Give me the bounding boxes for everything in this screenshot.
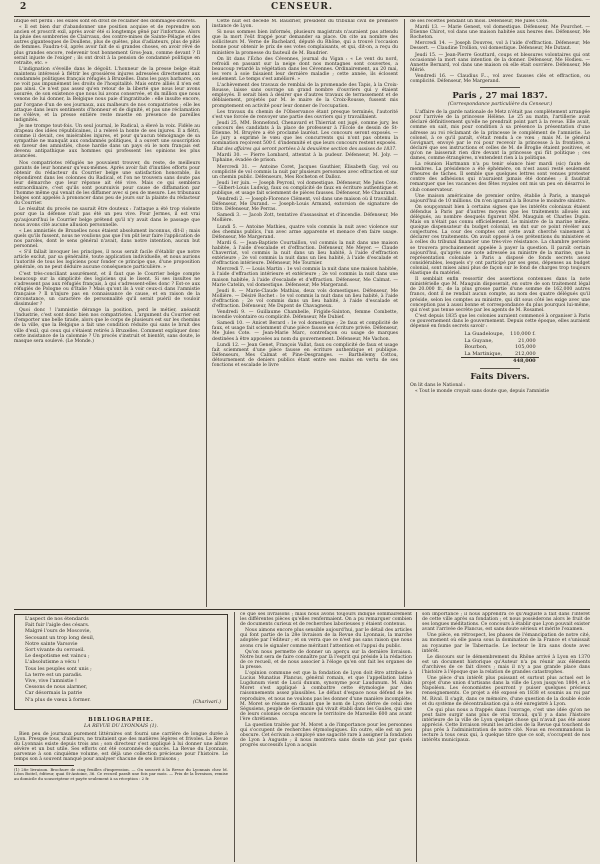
poem-line: Malgré l'ours de Moscovie, [25, 629, 92, 635]
page-header [14, 2, 590, 14]
footnote-rule [14, 765, 74, 766]
column-divider [404, 19, 405, 607]
footnote: (1) 28e livraison. Brochure de cinq feuilles d'impression. — On souscrit à la Revue du Lyonnais chez M. Léon Boitel, éditeur, quai St-Antoine, 36. Ce recueil paraît une fois par mois. — Prix de la livraison, remise au domicile du souscripteur et payée seulement à sa réception : 2 fr. [14, 766, 228, 781]
column-2 [212, 19, 398, 607]
assizes-entry: Jeudi 8. — Marie-Claude Mathias, deux vols domestiques. Défenseur, Me Mollière. — Désiré Rochet : 1e vol commis la nuit dans un lieu habité, à l'aide d'effraction ; 2e vol commis dans un lieu habité, à l'aide d'escalade et d'effraction. Défenseur, Me Dupont de Chavagneux. [212, 288, 398, 309]
poem-line: La terre est un paradis. [25, 672, 83, 678]
masthead: CENSEUR. [270, 2, 334, 12]
bibliography-paragraph: Bien peu de journaux purement littéraires ont fourni une carrière de longue durée à Lyon. Presque tous, d'ailleurs, ne traitaient que des matières légères et frivoles. La Revue du Lyonnais existe depuis trois ans ; son directeur s'est appliqué à lui donner une allure sévère et un but utile. Ses efforts ont été couronnés de succès. La Revue du Lyonnais, parvenue à son cinquième volume, est déjà une collection précieuse pour l'histoire. Le temps son à souvent manqué pour analyser chacune de ses livraisons ; [14, 732, 228, 763]
col1-paragraph: Je me trompe tout-fois. Un seul journal, le Radical, a élevé la voix. Fidèle au drapeau des idées républicaines, il a relevé la honte de ses injures. Il a flétri, comme il devait, ces misérables injures, et pour qu'aucun témoignage de sa sympathie ne manquât aux condamnés politiques, il a ouvert une souscription en faveur des amnistiés, chose hardie dans un pays où le nom français est devenu antipathique aux hommes qui professent les opinions les plus avancées. [14, 123, 200, 160]
table-total: 448,000 [507, 358, 539, 365]
paris-subtitle: (Correspondance particulière du Censeur.) [447, 102, 553, 108]
assizes-entry: Vendredi 2. — Joseph-Florence Clément, vol dans une maison où il travaillait. Défenseur, Me Durand. — Joseph-Louis Armand, extorsion de signature de titre. Défenseur, Me Perras. [212, 197, 398, 213]
table-cell: La Guyane, [464, 337, 493, 344]
col1-paragraph: C'est très-conciliant assurément, et il faut que le Courrier belge compte beaucoup sur la simplicité des logiciens qui le lisent. Si ses insultes ne s'adressent pas aux réfugiés français, à qui s'adressent-elles donc ? Est-ce aux réfugiés de Pologne ou d'Italie ? Mais qu'ont ils à voir ceux-ci dans l'amnistie française ? Il n'injure pas en connaissance de cause, et en raison de la circonstance, un caractère de personnalité qu'il serait puéril de vouloir dissimuler ? [14, 271, 200, 308]
assizes-entry: Samedi 10. — Anicet Berard : 1e vol domestique ; 2e faux et complicité de faux, et usage fait sciemment d'une pièce fausse en écriture privée. Défenseur, Me Jules Cote. — Jean-Marie Marc, contrefaçon ou usage de marques destinées à être apposées au nom du gouvernement. Défenseur, Me Vachon. [212, 321, 398, 342]
col1-paragraph: « Il est bien dur d'abandonner une position acquise et de reprendre son ancien et proscrit exil, après avoir été si longtemps gêné par l'infortune. Alors la pluie des sombreries de Clairvaux, des contre-mines de Sainte-Pélagie et des autres gigantesques de Doullens, plus de quêtes, plus d'adiateurs, plus de pitié de femmes. Faudra-t-il, après avoir fait de si grandes choses, en avoir rêvé de plus grandes encore, redevenir tout bonnement Gros-Jean, comme devant ? Il serait injuste de l'exiger ; ils ont droit à la pension de condamné politique en retraite, etc. » [14, 25, 200, 66]
bottom-left-column [14, 612, 230, 862]
article-paragraph: ce que ses livraisons ; mais nous avons toujours indiqué sommairement les différentes pièces qu'elles renfermaient. On a pu remarquer combien de documents curieux et de recherches laborieuses y étaient contenus. [240, 612, 412, 628]
bibliography-section [14, 714, 228, 781]
section-separator [480, 87, 520, 88]
col1-paragraph: « Les amnistiés de Bruxelles nous étaient absolument inconnus, dit-il ; mais quels qu'ils fussent, nous ne voulions pas que l'on pût leur faire l'application de nos paroles, dont le sens général n'avait, dans notre intention, aucun but personnel. [14, 228, 200, 250]
bottom-right-column [422, 612, 590, 862]
col3-paragraph: On soupçonnait bien à certains signes que les intérêts coloniaux étaient défendus à Paris par d'autres moyens que les traitements alloués aux délégués, au nombre desquels figurent MM. Mauguin et Charles Dupin. Mais on n'était pas connu officiellement. Le ministre de la marine même, quoique dispensateur du budget colonial, en dut sur ce point révéler aux conjectures. La cour des comptes ont cette avait cherché vainement à déclarer ces traitements. On avait opposé à ces prétentions du ministère et à celles du tribunal financier une très-vive résistance. La chambre persiste se trouvera prochainement appelée à payer la question. Il paraît certain aujourd'hui, qu'après une note adressée au ministre de la marine, que la représentation coloniale à Paris a disposé de fonds secrets assez considérables, lesquels s'y ont participé par ses gens, dépenses au budget colonial, sont mises ainsi plus de façon sur le fond de charges trop toujours élastique du matériel. [410, 204, 590, 277]
bibliography-heading: BIBLIOGRAPHIE. [88, 717, 154, 723]
article-paragraph: Nous aimons encore plus sensible aujourd'hui, par le détail des articles qui font partie de la 28e livraison de la Revue du Lyonnais, la marche adoptée par l'éditeur ; et on verra que ce n'est pas sans raison que nous avons cru le signaler comme méritant l'attention et l'appui du public. [240, 628, 412, 649]
col1-paragraph: Quoi donc ! l'amnistie dérange la position, perd le métier, anéantit l'industrie, c'est sont donc bien nos compatriotes. L'argument du Courrier est d'emporter une belle tirade, alors que le corps de plusieurs est sur les chemins de la ville, que la Belgique a fait une condition réduite qui sans le bruit des ville d'exil, qui ceux qui s'étaient retirés à Bruxelles. Comment expliquer donc cette insistance de la calomnie ? Un procès s'instruit et bientôt, sans doute, le masque sera soulevé. (Le Monde.) [14, 308, 200, 344]
col2-paragraph: Jeudi 25, MM. Bonnefond, Chenavard et Thierriat ont jugé, comme jury, les concours des candidats à la place de professeur à l'École de dessin de St-Étienne. M. Bruyère a été proclamé lauréat. Les concours seront exposés. — Le jury a exprimé le vœu que les concurrents qui n'ont pas obtenu la nomination reçoivent 500 f. d'indemnité et que leurs concours restent exposés. [212, 120, 398, 147]
bottom-middle-column [240, 612, 412, 862]
poem-line: Car désormais la patrie [25, 691, 83, 697]
assizes-entry: Lundi 12. — Jean Genet, François Vallat, faux ou complicité de faux et usage fait sciemment d'une pièce fausse en écriture authentique et publique. Défenseurs, Mes Calmat et Pine-Desgranges. — Barthélemy Cottou, détournement de deniers publics étant entre ses mains en vertu de ses fonctions et escalade le livre [212, 342, 398, 368]
table-cell: 105,000 [514, 344, 536, 351]
poem-line: N'a plus de vœux à former. [25, 697, 91, 703]
col2-paragraph: On lit dans l'Écho des Cévennes, journal du Vigan : « Le vent du nord, refroidi en passant sur la neige dont nos montagnes sont couvertes, a beaucoup retardé la végétation dans les Cévennes. Ordinairement, au 20 mai, les vers à soie faisaient leur dernière maladie ; cette année, ils éclosent seulement. Le temps s'est amélioré. » [212, 56, 398, 83]
assizes-entry: Jeudi 1er juin. — Joseph Peyronl, vol domestique. Défenseur, Me Jules Cote. — Gilbert-Louis Ludwig, faux ou complicité de faux en écriture authentique et publique, et usage fait sciemment de pièces fausses. Défenseur, Me Chaurand. [212, 180, 398, 196]
assizes-entry: Mercredi 7. — Louis Martin : 1e vol commis la nuit dans une maison habitée, à l'aide d'effraction intérieure et extérieure ; 2e vol commis la nuit dans une maison habitée, à l'aide d'escalade et d'effraction. Défenseur, Me Calmat. — Marie Catelin, vol domestique. Défenseur, Me Margerand. [212, 267, 398, 288]
col2-paragraph: Cette nuit est décédé M. Baudrier, président du tribunal civil de première instance de Lyon. [212, 19, 398, 30]
table-row [461, 331, 538, 338]
col2-paragraph: L'achèvement des travaux de remblai de la promenade des Tapis, à la Croix-Rousse, laisse sans ouvrage un grand nombre d'ouvriers qui y étaient employés. Il serait bien à désirer que d'autres travaux de terrassement et de déblaiement, projetés par M. le maire de la Croix-Rousse, fussent mis promptement en activité pour leur donner de l'occupation. [212, 83, 398, 109]
poem-line: Le despotisme est vaincu ; [25, 654, 90, 660]
col3-paragraph: L'affaire de la garde nationale de Metz n'était pas complètement arrangée pour l'arrivée de la princesse Hélène. Le 25 au matin, l'artillerie avait déclaré définitivement qu'elle ne prendrait point part à la revue. Elle avait, comme on sait, mis pour condition à sa présence la présentation d'une adresse au roi réclamant de la princesse le complément de l'amnistie. Le colonel, à ce qu'il paraît, s'était rendu à ce vœu ; mais M. le général Govignart, envoyé par le roi pour recevoir la princesse à la frontière, a déclaré que ses instructions et celles de M. de Broglie étaient positives, et qu'on ne laisserait rien dire devant la princesse qui fût politique ; ces dames, comme étrangères, n'entendent rien à la politique. [410, 110, 590, 161]
col2-paragraph: Les travaux du chemin de l'Observance étant presque terminés, l'autorité s'est vue forcée de renvoyer une partie des ouvriers qui y travaillaient. [212, 109, 398, 120]
article-paragraph: L'opinion commune est que la fondation de Lyon doit être attribuée à Lucius Munatius Plancus, général romain, et que l'appellation latine Lugdunum vient de Lucii dunum, synonyme pour Laudunum. M. Alain Moret s'est appliqué à combattre cette étymologie par des raisonnements assez plausibles. Le défaut d'espace nous défend de les reproduire, et nous ne voulons pas les donner d'une manière incomplète. M. Moret se résume en disant que le nom de Lyon dérive de celui des Ségusiens, peuple de Germanie qui vivait établi dans les Gaules, qui une de leurs colonies occupa encore le territoire de Marseille 600 ans avant l'ère chrétienne. [240, 671, 412, 722]
column-3 [410, 19, 590, 607]
col1-paragraph: L'indignation s'éveille dans le dégoût. L'honneur de la presse belge était maintenu intéressé à flétrir les grossières injures adressées directement aux condamnés politiques français réfugiés à Bruxelles. Dans les pays barbares, on ne voit pas impunément les droits de l'hospitalité. Mais entre alliés il n'en est pas ainsi. Ce n'est pas assez qu'en retour de la liberté que nous leur avons assurée, de son existence que nous lui avons conservée, et du million que nous venons de lui donner, la Belgique nous paie d'ingratitude : elle insulte encore, par l'organe d'un de ses journaux, aux malheurs de nos compatriotes ; elle les attaque dans leurs sentiments d'honneur et de dignité, et pas une réclamation ne s'élève, et la presse entière reste muette en présence de pareilles indignités. [14, 66, 200, 123]
poem-line: Cessons de nous alarmer, [25, 685, 88, 691]
article-paragraph: Une pièce, en rétrospect, les phases de l'émancipation de notre cité, au moment où elle passa sous la domination de la France et s'unissait au royaume par le Tabernacle. Le lecteur le lira sans doute avec intérêt. [422, 633, 590, 654]
assizes-entry: Samedi 3. — Jacob Zott, tentative d'assassinat et d'incendie. Défenseur, Me Mollière. [212, 213, 398, 224]
col1-paragraph: litique est perdu : les exilés sont en droit de réclamer des dommages-intérêts. [14, 19, 197, 24]
page-number: 2 [20, 2, 27, 12]
section-rule [14, 609, 590, 610]
header-rule [14, 16, 590, 17]
poem [19, 617, 223, 704]
table-row [461, 351, 538, 358]
table-cell: La Guadeloupe, [464, 331, 505, 338]
col3-paragraph: Vendredi 16. — Claudius F..., vol avec fausses clés et effraction, ou complicité. Défenseur, Me Margerand. [410, 73, 590, 85]
section-separator [480, 368, 520, 369]
col1-paragraph: Nos compatriotes réfugiés ne pouvaient trouver, du reste, de meilleurs garants de leur honneur qu'eux-mêmes. Après avoir fait d'inutiles efforts pour obtenir du rédacteur du Courrier belge une satisfaction honorable, ils répondirent dans les colonnes du Radical, et l'on ne trouvera sans doute pas leur démarche que leur réponse ait été vive. Mais ce qui semblera extraordinaire, c'est qu'ils sont poursuivis pour cause de diffamation par l'homme même qui venait de les diffamer avec si peu de mesure. Les tribunaux belges sont appelés à prononcer dans peu de jours sur la plainte du rédacteur du Courrier. [14, 160, 200, 207]
poem-line: Sort vivante du cercueil. [25, 648, 85, 654]
colonial-funds-table [461, 331, 538, 365]
col2-paragraph: Si nous sommes bien informés, plusieurs magistrats n'auraient pas attendu que la mort l'eût frappé pour demander sa place. On cite au nombre des solliciteurs M. Verne de Bachelard, député du Rhône, qui a trouvé l'occasion bonne pour obtenir le prix de ses votes complaisants, et qui, dit-on, a reçu du ministère la promesse du fauteuil de M. Baudrier. [212, 30, 398, 56]
article-paragraph: Ce qui plus nous a frappés dans l'ouvrage, c'est une idée qu'on ne peut faire surgir sans plus de vrai travail, qu'il y a dans l'histoire intérieure de la ville de Lyon quelque chose qui n'avait pas été assez apprécié. Cette livraison réunit les articles de la Revue qui touchent de plus près à l'administration de notre cité. Nous en recommandons la lecture à tous ceux qui, à quelque titre que ce soit, s'occupent de nos intérêts municipaux. [422, 707, 590, 744]
poem-line: Vive, vive l'amnistie ! [25, 679, 77, 685]
table-cell: 110,000 f. [510, 331, 536, 338]
col3-paragraph: Jeudi 15. — Jean-Pierre Gouttard, coups et blessures volontaires qui ont occasionné la mort sans intention de la donner. Défenseur, Me Hodieu. — Annette Bernard, vol dans une maison où elle était ouvrière. Défenseur, Me Mérié. [410, 52, 590, 73]
article-paragraph: Le discours sur le démembrement du Rhône arrivé à Lyon en 1370 est un document historique qu'Auteur n'a pu réunir aux éléments d'archives de ce fait divers ; mais il n'y a pas grande place dans l'histoire à l'époque que la relation de grandes catastrophes. [422, 654, 590, 676]
table-cell: La Martinique, [464, 350, 503, 357]
col3-paragraph: « Tout le monde croyait sans doute que, depuis l'amnistie [415, 388, 550, 394]
poem-line: Tous les peuples sont unis ; [25, 666, 92, 672]
bibliography-subtitle: LA REVUE DU LYONNAIS (1). [83, 724, 159, 729]
col3-paragraph: Mercredi 14. — Joseph Douvres, vol à l'aide d'effraction. Défenseur, Me Dessert. — Claudine Trollion, vol domestique. Défenseur, Me Dutaut. [410, 41, 590, 52]
poem-line: Fait fuir l'aigle des césars. [25, 623, 90, 629]
poem-line: Secouant un trop long deuil, [25, 635, 95, 641]
col3-paragraph: La réunion Hartmann n'a pu tenir séance hier mardi (sic) faute de membres. La présidence a été éphémère, on n'est aussi resté seulement d'heures de tâches. Il semble que quelques lettres sont venues protester contre des adhésions qui n'auraient jamais été données ; il faudrait remarquer que les vacances des fêtes royales ont mis un peu en désarroi le club conservateur. [410, 162, 590, 193]
article-paragraph: La question traitée par M. Moret a de l'importance pour les personnes qui s'occupent de recherches étymologiques. En outre, elle est un peu obscure. Cet écrivain a employé une sagacité rare à assigner la fondation de Lyon à Auguste ; il nous montrera sans doute un jour par quels progrès successifs Lyon a acquis [240, 722, 412, 749]
poem-box [14, 614, 228, 710]
col3-paragraph: On lit dans le National : [410, 382, 466, 388]
assizes-entry: Mercredi 31. — Antoine Coret, Jacques Gauthier, Élisabeth Gay, vol ou complicité de vol commis la nuit par plusieurs personnes avec effraction et sur un chemin public. Défenseurs, Mes Rocheton et Dalloz. [212, 164, 398, 180]
column-1 [14, 19, 200, 607]
col3-paragraph: Une maison américaine de premier ordre, établie à Paris, a manqué aujourd'hui de 10 millions. On n'en ignorait à la Bourse le moindre sinistre. [410, 193, 590, 204]
assizes-entry: Mardi 6. — Jean-Baptiste Courtaillon, vol commis la nuit dans une maison habitée, à l'aide d'escalade et d'effraction. Défenseur, Me Meyer. — Claude Chaverriat, vol commis la nuit dans un lieu habité, à l'aide d'effraction extérieure ; 2e vol commis la nuit dans un lieu habité, à l'aide d'escalade et d'effraction intérieure. Défenseur, Me Tournier. [212, 240, 398, 267]
column-divider [416, 612, 417, 862]
poem-line: L'absolutisme a vécu ! [25, 660, 80, 666]
poem-line: Notre sainte Varsovie [25, 641, 78, 647]
assizes-entry: Lundi 5. — Antoine Mathieu, quatre vols commis la nuit avec violence sur des chemins publics, l'un avec arme apparente et menace d'en faire usage. Défenseur, Me Margerand. [212, 224, 398, 240]
poem-line: L'aspect de nos étendards [25, 617, 89, 622]
col3-paragraph: C'est depuis 1835 que les colonies auraient commencé à organiser à Paris ce gouvernement dans le gouvernement. Depuis cette époque, elles auraient dépensé en fonds secrets savoir : [410, 313, 590, 329]
article-paragraph: Une pièce d'un intérêt plus puissant et surtout plus actuel est le projet d'une union d'artisans dans la ville de Lyon jusqu'en 1804, et à Napoléon. Les économistes pourront y puiser quelques précieux renseignements. Ce projet a été exposé en 1838 et soumis au roi par M. Rival. Il s'agit, dans ce mémoire, d'une question de la double école et du système de décentralisation qui a été enregistré à Lyon. [422, 676, 590, 707]
table-cell: 21,000 [518, 337, 536, 344]
poem-attribution: (Charivari.) [192, 700, 221, 705]
assizes-heading: État des affaires qui seront portées à la deuxième section des assises de 1837. [213, 147, 397, 153]
table-cell: Bourbon, [464, 344, 488, 351]
table-cell: 212,000 [514, 350, 536, 357]
column-divider [234, 612, 235, 862]
col3-paragraph: Il semblait enfin ressortir des assertions contenues dans la note ministérielle que M. Mauguin disposerait, en outre de son traitement légal de 20.000 fr., de la plus grosse partie d'une somme de 162,000 autres francs, dont il ne rendait aucun compte, au nom des quatre délégués qu'il préside, selon les comptes au ministre, qui dit sous côté les exige avec une conception pas à aussi bonne et correspondance du plus pourquoi lui-même, qui n'est pas tenue secrète par les agents de M. Rosamel. [410, 277, 590, 313]
article-paragraph: son importance ; il nous apprendra ce qu'Auguste a fait dans l'intérêt de cette ville après sa fondation ; et nous possèderons alors le fruit de ses longues méditations. Ce concours à établir que Lyon pouvait exister avant l'arrivée de Plancus, est sans doute sérieux et mérite l'examen. [422, 612, 590, 633]
table-total-row [461, 358, 538, 365]
assizes-entry: Vendredi 9. — Guillaume Chambelle, Frigide-Sainton, femme Combette, incendie volontaire ou complicité. Défenseur, Me Dubief. [212, 310, 398, 321]
assizes-entry: Mardi 30. — Pierre Lombard, attentat à la pudeur. Défenseur, M. Joly. — Tiphaine, évadée de prison. [212, 153, 398, 164]
article-paragraph: Qu'on nous permette de donner un aperçu sur la dernière livraison. Notre but sera de faire connaître par là l'esprit qui préside à la rédaction de ce recueil, et de nous associer à l'éloge qu'en ont fait les organes de la presse. [240, 649, 412, 670]
col3-paragraph: Mardi 13. — Marie Genest, vol domestique. Défenseur, Me Pourchet. — Étienne Chirot, vol dans une maison habitée aux heures des. Défenseur, Me Rocheton. [410, 25, 590, 41]
col1-paragraph: Le résultat du procès ne saurait être douteux : l'attaque a été trop violente pour que la défense n'ait pas été un peu vive. Pour Jermes, il est vrai qu'aujourd'hui le Courrier belge prétend qu'il n'y avait dans le passage que nous avons cité aucune allusion personnelle. [14, 207, 200, 228]
column-divider [206, 19, 207, 607]
paris-dateline: Paris , 27 mai 1837. [452, 91, 548, 102]
col3-paragraph: de ses recettes pendant un mois. Défenseur, Me Jules Cote. [410, 19, 549, 24]
faits-divers-heading: Faits Divers. [470, 371, 530, 382]
newspaper-page [14, 0, 590, 864]
col1-paragraph: « S'il fallait invoquer les principes, il nous serait facile d'établir que notre article exclut, par sa généralité, toute application individuelle, et nous aurions l'autorité de tous les logiciens pour fonder ce principe que, d'une proposition générale, on ne peut déduire aucune conséquence particulière. » [14, 250, 200, 271]
